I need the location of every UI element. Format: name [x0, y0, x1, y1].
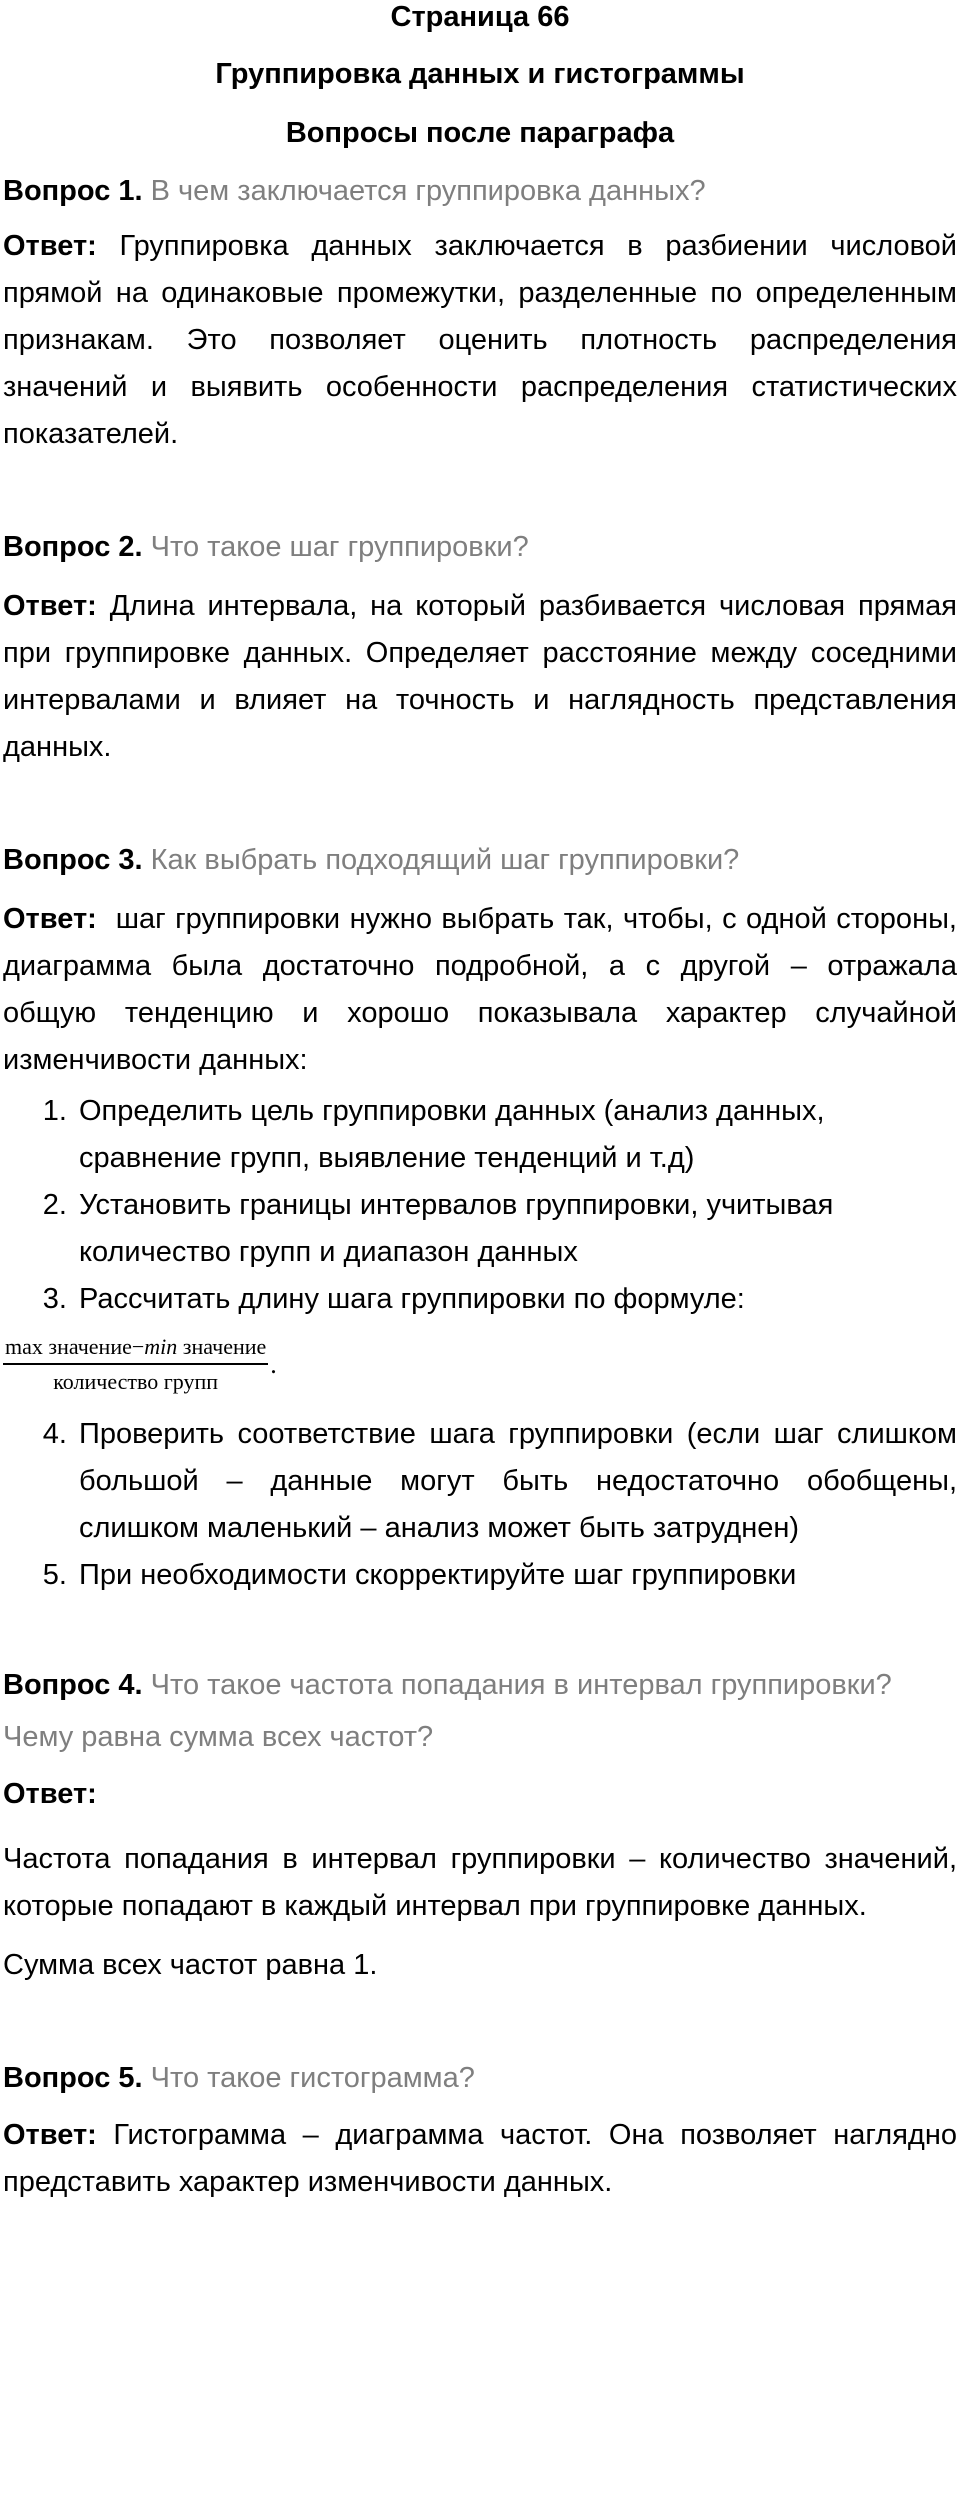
question-1-label: Вопрос 1.	[3, 175, 143, 208]
answer-1-label: Ответ:	[3, 230, 97, 263]
section-subtitle: Вопросы после параграфа	[285, 116, 675, 149]
answer-4: Частота попадания в интервал группировки – количество значений, которые попадают в каждый интервал при группировке данных.	[3, 1842, 957, 1922]
answer-2-label: Ответ:	[3, 589, 97, 622]
page-number-heading: Страница 66	[390, 1, 570, 33]
answer-4-label: Ответ:	[3, 1777, 97, 1810]
question-3	[3, 843, 957, 878]
question-1-text: В чем заключается группировка данных?	[150, 175, 706, 208]
answer-3-label: Ответ:	[3, 902, 97, 935]
list-item: 1. Определить цель группировки данных (анализ данных, сравнение групп, выявление тенденций и т.д)	[75, 1088, 957, 1182]
formula-num-min: min	[144, 1333, 178, 1359]
question-2-label: Вопрос 2.	[3, 531, 143, 564]
question-1	[3, 174, 957, 209]
question-4-label: Вопрос 4.	[3, 1668, 143, 1701]
formula-period: .	[270, 1349, 277, 1379]
steps-list-b	[3, 1411, 957, 1599]
answer-5-text: Гистограмма – диаграмма частот. Она позволяет наглядно представить характер изменчивости данных.	[3, 2118, 957, 2198]
answer-2-text: Длина интервала, на который разбивается числовая прямая при группировке данных. Определяет расстояние между соседними интервалами и влияет на точность и наглядность представления данных.	[3, 589, 957, 763]
answer-4-label-line	[3, 1771, 957, 1818]
answer-5	[3, 2112, 957, 2206]
list-item: 2. Установить границы интервалов группировки, учитывая количество групп и диапазон данных	[75, 1182, 957, 1276]
formula-num-value: значение	[177, 1333, 267, 1359]
question-5	[3, 2061, 957, 2096]
step-formula	[3, 1333, 957, 1397]
question-5-text: Что такое гистограмма?	[150, 2061, 475, 2094]
formula-numerator	[3, 1333, 268, 1365]
section-title: Группировка данных и гистограммы	[215, 57, 745, 90]
answer-1-text: Группировка данных заключается в разбиении числовой прямой на одинаковые промежутки, разделенные по определенным признакам. Это позволяет оценить плотность распределения значений и выявить особенности распределения статистических показателей.	[3, 230, 957, 451]
answer-1	[3, 223, 957, 458]
formula-minus: −	[131, 1333, 145, 1359]
answer-5-label: Ответ:	[3, 2118, 97, 2151]
question-4-text: Что такое частота попадания в интервал группировки? Чему равна сумма всех частот?	[3, 1668, 892, 1753]
steps-list-a	[3, 1088, 957, 1323]
question-3-label: Вопрос 3.	[3, 843, 143, 876]
question-2	[3, 530, 957, 565]
list-item: 3. Рассчитать длину шага группировки по формуле:	[75, 1276, 957, 1323]
formula-fraction	[3, 1333, 268, 1397]
list-item: 5. При необходимости скорректируйте шаг группировки	[75, 1552, 957, 1599]
formula-num-max: max значение	[5, 1333, 132, 1359]
question-5-label: Вопрос 5.	[3, 2061, 143, 2094]
answer-4-sum: Сумма всех частот равна 1.	[3, 1948, 378, 1981]
list-item: 4. Проверить соответствие шага группировки (если шаг слишком большой – данные могут быть недостаточно обобщены, слишком маленький – анализ может быть затруднен)	[75, 1411, 957, 1552]
answer-2	[3, 583, 957, 771]
answer-3	[3, 896, 957, 1084]
question-2-text: Что такое шаг группировки?	[150, 531, 529, 564]
formula-denominator: количество групп	[53, 1368, 219, 1394]
question-3-text: Как выбрать подходящий шаг группировки?	[150, 843, 740, 876]
question-4	[3, 1659, 957, 1763]
answer-3-text: шаг группировки нужно выбрать так, чтобы, с одной стороны, диаграмма была достаточно подробной, а с другой – отражала общую тенденцию и хорошо показывала характер случайной изменчивости данных:	[3, 902, 957, 1076]
